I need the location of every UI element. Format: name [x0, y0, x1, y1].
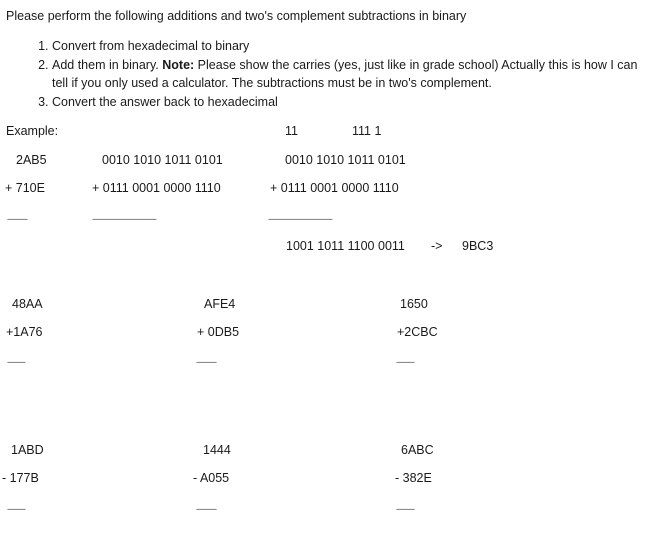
- problem-4-rule: ---------: [7, 504, 25, 514]
- example-hex-a: 2AB5: [16, 153, 47, 167]
- example-hex-b: + 710E: [5, 181, 45, 195]
- intro-text: Please perform the following additions and two's complement subtractions in binary: [6, 9, 467, 23]
- example-result-hex: 9BC3: [462, 239, 494, 253]
- problem-1-rule: ---------: [7, 357, 25, 367]
- example-rule-hex: ----------: [7, 214, 27, 224]
- problem-6-operand-a: 6ABC: [401, 443, 434, 457]
- step-1-text: Convert from hexadecimal to binary: [52, 39, 250, 53]
- example-arrow: ->: [431, 239, 443, 253]
- example-rule-bin-carry-col: --------------------------------: [268, 214, 332, 224]
- example-carries-b: 111 1: [352, 124, 382, 138]
- problem-3-rule: ---------: [396, 357, 414, 367]
- example-carries-a: 11: [285, 124, 298, 138]
- problem-5-operand-a: 1444: [203, 443, 231, 457]
- problem-1-operand-b: +1A76: [6, 325, 43, 339]
- step-2-text-post: Please show the carries (yes, just like in grade school) Actually this is how I can tell if you only used a calculator. The subtractions must be in two's complement.: [52, 57, 638, 90]
- example-result-bin: 1001 1011 1100 0011: [286, 239, 405, 253]
- example-bin-a: 0010 1010 1011 0101: [102, 153, 223, 167]
- problem-2-rule: ----------: [196, 357, 216, 367]
- problem-6-operand-b: - 382E: [395, 471, 432, 485]
- problem-4-operand-a: 1ABD: [11, 443, 44, 457]
- example-rule-bin: --------------------------------: [92, 214, 156, 224]
- example-bin-b: + 0111 0001 0000 1110: [92, 181, 221, 195]
- problem-5-rule: ----------: [196, 504, 216, 514]
- problem-2-operand-b: + 0DB5: [197, 325, 240, 339]
- problem-3-operand-a: 1650: [400, 297, 428, 311]
- problem-1-operand-a: 48AA: [12, 297, 43, 311]
- example-label: Example:: [6, 124, 59, 138]
- example-bin-a-carry-col: 0010 1010 1011 0101: [285, 153, 406, 167]
- instruction-step-3: [52, 93, 642, 112]
- problem-6-rule: ---------: [396, 504, 414, 514]
- instruction-step-2: [52, 56, 642, 93]
- step-2-note-label: Note:: [162, 57, 195, 72]
- problem-2-operand-a: AFE4: [204, 297, 236, 311]
- problem-4-operand-b: - 177B: [2, 471, 39, 485]
- instruction-list: [22, 37, 642, 111]
- problem-3-operand-b: +2CBC: [397, 325, 438, 339]
- example-bin-b-carry-col: + 0111 0001 0000 1110: [270, 181, 399, 195]
- problem-5-operand-b: - A055: [193, 471, 230, 485]
- step-3-text: Convert the answer back to hexadecimal: [52, 94, 278, 109]
- step-2-text-pre: Add them in binary.: [52, 57, 163, 72]
- instruction-step-1: [52, 37, 642, 56]
